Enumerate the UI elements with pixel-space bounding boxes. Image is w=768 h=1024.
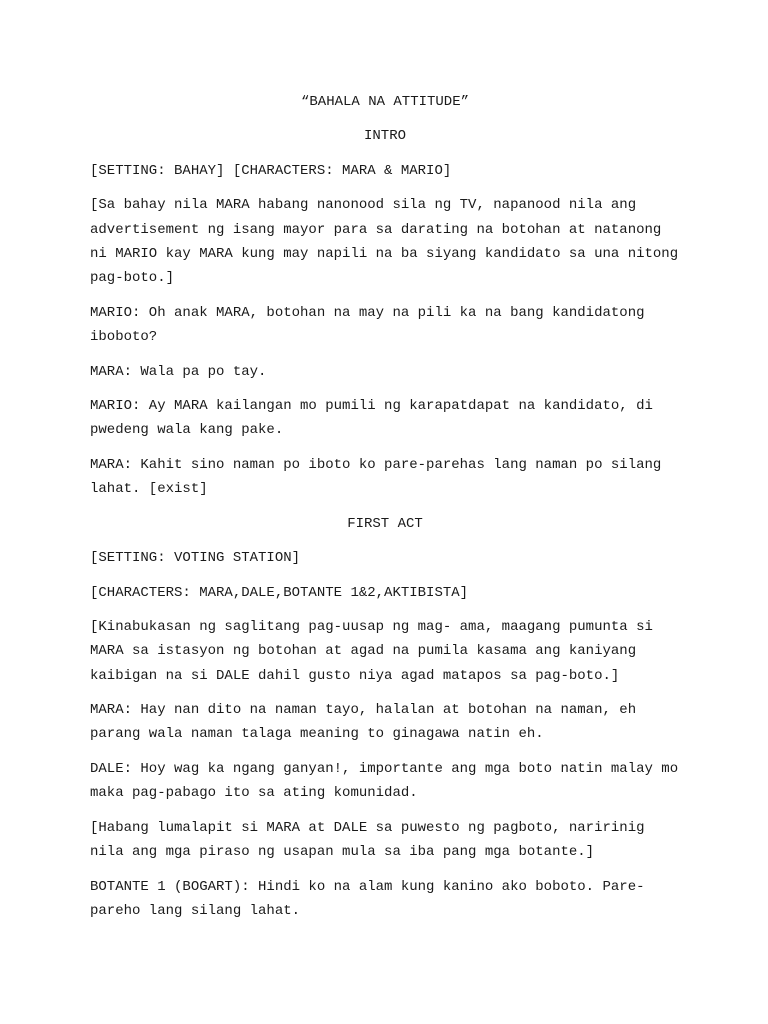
- setting-bahay: [SETTING: BAHAY] [CHARACTERS: MARA & MARIO]: [90, 162, 452, 179]
- dialogue-mara-1: MARA: Wala pa po tay.: [90, 363, 267, 380]
- text-line: MARA: Kahit sino naman po iboto ko pare-parehas lang naman po silang: [90, 456, 662, 473]
- script-title: “BAHALA NA ATTITUDE”: [300, 94, 470, 110]
- text-line: MARA: Hay nan dito na naman tayo, halalan at botohan na naman, eh: [90, 702, 637, 719]
- text-line: [Habang lumalapit si MARA at DALE sa puwesto ng pagboto, naririnig: [90, 819, 645, 836]
- characters-list: [CHARACTERS: MARA,DALE,BOTANTE 1&2,AKTIBISTA]: [90, 584, 469, 601]
- script-body: [90, 90, 680, 923]
- stage-direction-3: [90, 816, 680, 865]
- text-line: MARA sa istasyon ng botohan at agad na pumila kasama ang kaniyang: [90, 643, 637, 660]
- text-line: [Sa bahay nila MARA habang nanonood sila ng TV, napanood nila ang: [90, 197, 637, 214]
- dialogue-mario-2: [90, 394, 680, 443]
- dialogue-mario-1: [90, 301, 680, 350]
- text-line: DALE: Hoy wag ka ngang ganyan!, importante ang mga boto natin malay mo: [90, 760, 679, 777]
- text-line: MARIO: Oh anak MARA, botohan na may na pili ka na bang kandidatong: [90, 304, 645, 321]
- text-line: iboboto?: [90, 329, 158, 346]
- first-act-heading: FIRST ACT: [347, 515, 423, 532]
- dialogue-dale-1: [90, 757, 680, 806]
- text-line: pwedeng wala kang pake.: [90, 422, 284, 439]
- text-line: pag-boto.]: [90, 270, 175, 287]
- intro-heading: INTRO: [363, 128, 406, 145]
- text-line: ni MARIO kay MARA kung may napili na ba siyang kandidato sa una nitong: [90, 246, 679, 263]
- text-line: [Kinabukasan ng saglitang pag-uusap ng mag- ama, maagang pumunta si: [90, 619, 653, 636]
- dialogue-botante-1: [90, 875, 680, 924]
- text-line: pareho lang silang lahat.: [90, 902, 301, 919]
- text-line: maka pag-pabago ito sa ating komunidad.: [90, 785, 418, 802]
- text-line: kaibigan na si DALE dahil gusto niya agad matapos sa pag-boto.]: [90, 667, 620, 684]
- text-line: BOTANTE 1 (BOGART): Hindi ko na alam kung kanino ako boboto. Pare-: [90, 878, 645, 895]
- text-line: nila ang mga piraso ng usapan mula sa iba pang mga botante.]: [90, 844, 595, 861]
- setting-voting-station: [SETTING: VOTING STATION]: [90, 550, 301, 567]
- text-line: MARIO: Ay MARA kailangan mo pumili ng karapatdapat na kandidato, di: [90, 398, 653, 415]
- stage-direction-1: [90, 193, 680, 290]
- text-line: lahat. [exist]: [90, 481, 208, 498]
- text-line: parang wala naman talaga meaning to ginagawa natin eh.: [90, 726, 544, 743]
- text-line: advertisement ng isang mayor para sa darating na botohan at natanong: [90, 221, 662, 238]
- dialogue-mara-2: [90, 453, 680, 502]
- stage-direction-2: [90, 615, 680, 688]
- dialogue-mara-3: [90, 698, 680, 747]
